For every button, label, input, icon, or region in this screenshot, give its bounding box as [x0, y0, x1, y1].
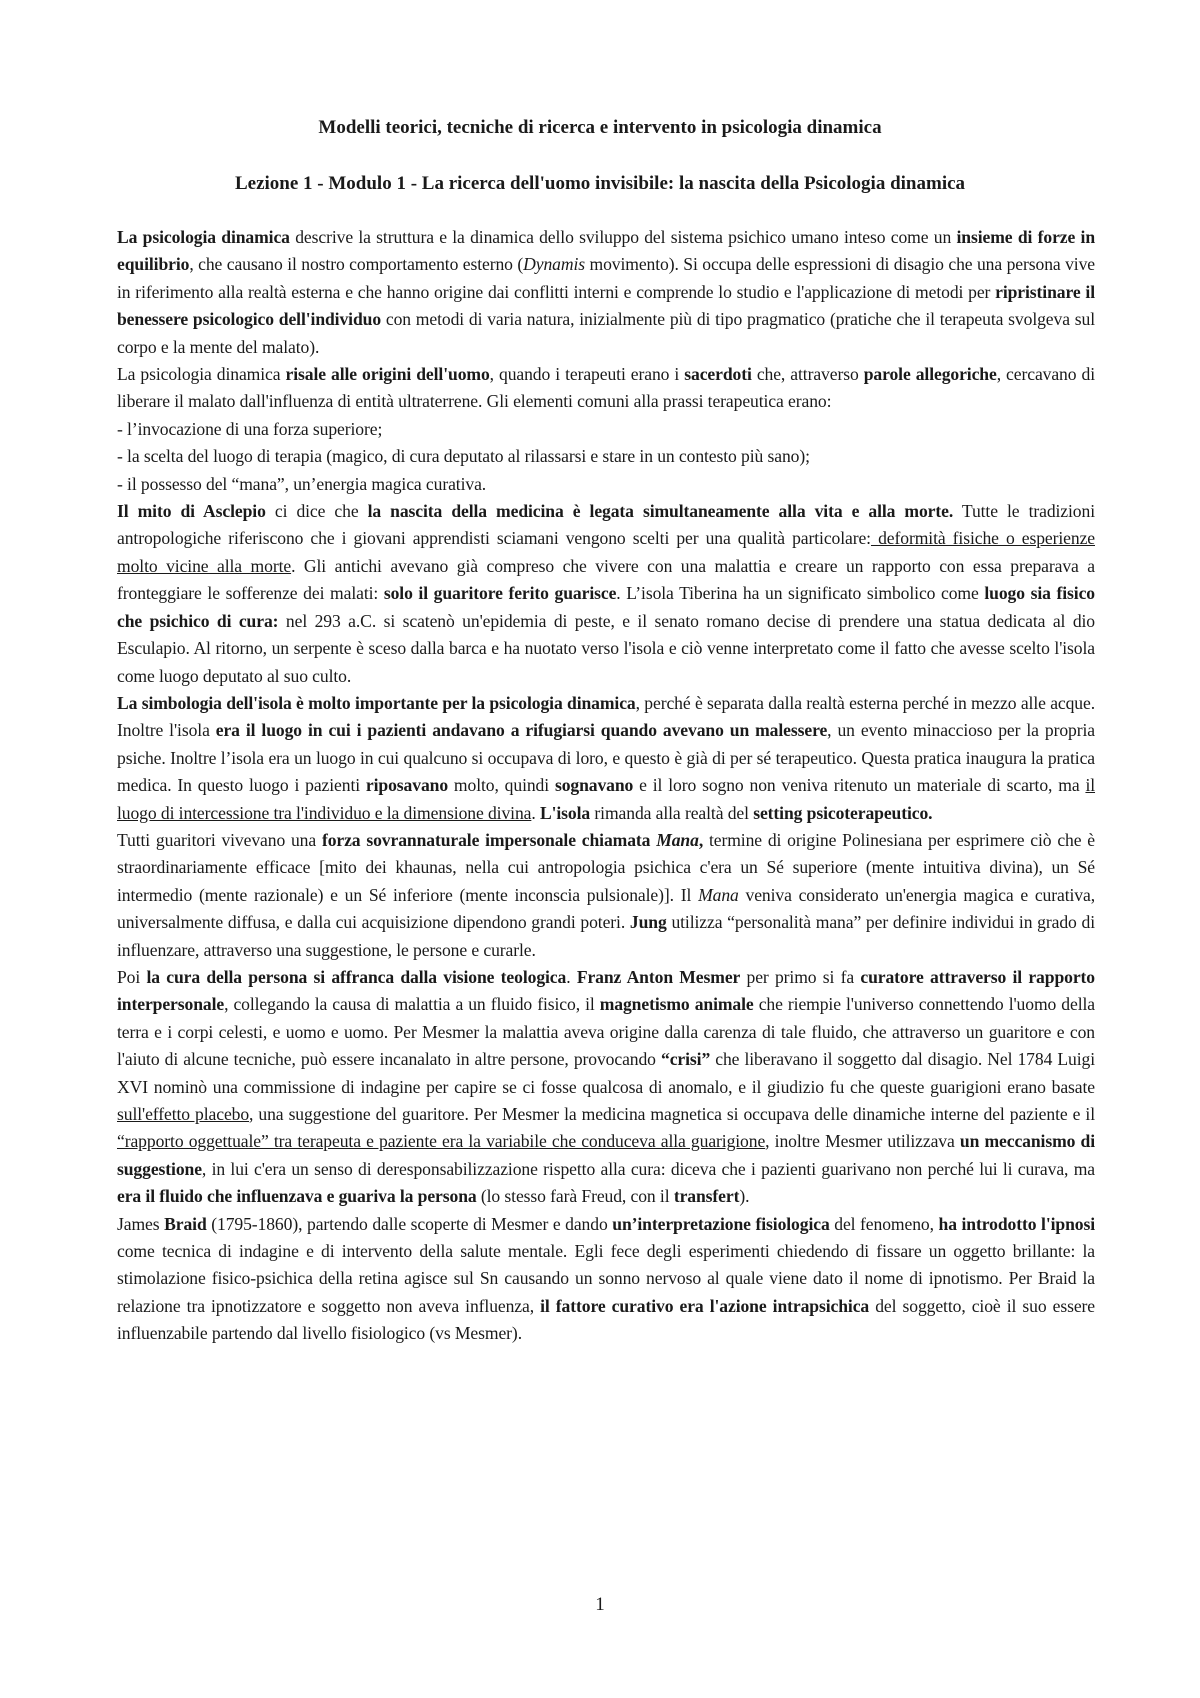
bold-text: ,	[698, 829, 704, 850]
bold-text: forza sovrannaturale impersonale chiamata	[321, 829, 657, 850]
text-run: termine di origine Polinesiana per esprimere ciò che è straordinariamente efficace [mito dei khaunas, nella cui antropologia psichica c'era un Sé superiore (mente intuitiva divina), un Sé intermedio (mente razionale) e un Sé inferiore (mente inconscia pulsionale)]. Il	[117, 829, 1095, 905]
underlined-text: deformità fisiche o esperienze molto vicine alla morte	[117, 528, 1095, 576]
lesson-subtitle: Lezione 1 - Modulo 1 - La ricerca dell'uomo invisibile: la nascita della Psicologia dinamica	[234, 173, 966, 194]
text-run: , una suggestione del guaritore. Per Mesmer la medicina magnetica si occupava delle dinamiche interne del paziente e il	[249, 1104, 1095, 1124]
body-paragraph	[117, 964, 1095, 1211]
text-run: ci dice che	[265, 501, 368, 522]
body-paragraph	[117, 498, 1095, 690]
body-paragraph	[117, 361, 1095, 416]
text-run: Poi	[117, 966, 147, 987]
bold-text: un’interpretazione fisiologica	[612, 1213, 830, 1234]
bold-text: parole allegoriche	[863, 364, 997, 385]
bold-text: la nascita della medicina è legata simultaneamente alla vita e alla morte.	[367, 501, 954, 522]
bold-text: magnetismo animale	[599, 994, 754, 1015]
text-run: - l’invocazione di una forza superiore;	[117, 418, 383, 439]
body-paragraph	[117, 1211, 1095, 1348]
text-run: , un evento minaccioso per la propria psiche. Inoltre l’isola era un luogo in cui qualcuno si occupava di loro, e questo è già di per sé terapeutico. Questa pratica inaugura la pratica medica. In questo luogo i pazienti	[117, 720, 1095, 796]
text-run: nel 293 a.C. si scatenò un'epidemia di peste, e il senato romano decise di prendere una statua dedicata al dio Esculapio. Al ritorno, un serpente è sceso dalla barca e ha nuotato verso l'isola e ciò venne interpretato come il fatto che avesse scelto l'isola come luogo deputato al suo culto.	[117, 610, 1095, 686]
body-paragraph	[117, 416, 1095, 443]
bold-text: luogo sia fisico che psichico di cura:	[117, 583, 1095, 631]
bold-text: sacerdoti	[684, 364, 752, 385]
bold-text: La simbologia dell'isola è molto importante per la psicologia dinamica	[117, 692, 636, 713]
text-run: del fenomeno,	[829, 1213, 939, 1234]
text-run: .	[566, 966, 577, 987]
bold-text: transfert	[673, 1186, 740, 1207]
text-run: per primo si fa	[740, 966, 861, 987]
text-run: Tutti guaritori vivevano una	[117, 829, 322, 850]
body-paragraph	[117, 690, 1095, 827]
text-run: del soggetto, cioè il suo essere influenzabile partendo dal livello fisiologico (vs Mesmer).	[117, 1295, 1096, 1344]
bold-text: Il mito di Asclepio	[117, 501, 266, 522]
underlined-text: “rapporto oggettuale” tra terapeuta e paziente era la variabile che conduceva alla guarigione	[117, 1131, 766, 1152]
page-number: 1	[595, 1594, 605, 1615]
text-run: James	[117, 1213, 165, 1234]
bold-text: La psicologia dinamica	[117, 227, 290, 247]
document-body	[117, 224, 1095, 1348]
text-run: utilizza “personalità mana” per definire individui in grado di influenzare, attraverso una suggestione, le persone e curarle.	[117, 912, 1095, 960]
text-run: , collegando la causa di malattia a un fluido fisico, il	[224, 994, 600, 1015]
text-run: (lo stesso farà Freud, con il	[476, 1186, 674, 1207]
bold-text: Jung	[629, 912, 667, 933]
body-paragraph	[117, 471, 1095, 498]
underlined-text: sull'effetto placebo	[117, 1104, 250, 1124]
italic-text: Mana	[698, 884, 739, 905]
text-run: . Gli antichi avevano già compreso che vivere con una malattia e creare un rapporto con essa preparava a fronteggiare le sofferenze dei malati:	[117, 555, 1095, 604]
text-run: , che causano il nostro comportamento esterno (	[189, 254, 524, 275]
text-run: movimento). Si occupa delle espressioni di disagio che una persona vive in riferimento alla realtà esterna e che hanno origine dai conflitti interni e comprende lo studio e l'applicazione di metodi per	[117, 254, 1095, 302]
text-run: Tutte le tradizioni antropologiche riferiscono che i giovani apprendisti sciamani vengono scelti per una qualità particolare:	[117, 501, 1095, 549]
bold-text: risale alle origini dell'uomo	[285, 364, 490, 385]
bold-text: setting psicoterapeutico.	[753, 802, 933, 823]
bold-text: riposavano	[365, 775, 449, 796]
bold-text: un meccanismo di suggestione	[117, 1131, 1096, 1179]
bold-text: “crisi”	[661, 1049, 711, 1070]
bold-text: ha introdotto l'ipnosi	[938, 1213, 1095, 1234]
bold-text: L'isola	[539, 802, 591, 823]
text-run: , cercavano di liberare il malato dall'influenza di entità ultraterrene. Gli elementi comuni alla prassi terapeutica erano:	[117, 364, 1095, 412]
text-run: che, attraverso	[751, 364, 864, 385]
text-run: , inoltre Mesmer utilizzava	[765, 1131, 960, 1152]
text-run: veniva considerato un'energia magica e curativa, universalmente diffusa, e dalla cui acquisizione dipendono grandi poteri.	[117, 884, 1095, 933]
bold-text: sognavano	[554, 775, 634, 796]
text-run: , perché è separata dalla realtà esterna perché in mezzo alle acque. Inoltre l'isola	[117, 692, 1096, 741]
bold-text: ripristinare il benessere psicologico dell'individuo	[117, 281, 1095, 330]
text-run: che riempie l'universo connettendo l'uomo della terra e i corpi celesti, e uomo e uomo. Per Mesmer la malattia aveva origine dalla carenza di tale fluido, che attraverso un guaritore e con l'aiuto di alcune tecniche, può essere incanalato in altre persone, provocando	[117, 994, 1095, 1070]
text-run: (1795-1860), partendo dalle scoperte di Mesmer e dando	[206, 1213, 613, 1234]
text-run: che liberavano il soggetto dal disagio. Nel 1784 Luigi XVI nominò una commissione di indagine per capire se ci fosse qualcosa di anomalo, e il giudizio fu che queste guarigioni erano basate	[117, 1049, 1095, 1097]
body-paragraph	[117, 224, 1095, 361]
body-paragraph	[117, 827, 1095, 964]
bold-text: insieme di forze in equilibrio	[117, 227, 1096, 275]
body-paragraph	[117, 443, 1095, 470]
bold-text: Franz Anton Mesmer	[576, 966, 741, 987]
text-run: . L’isola Tiberina ha un significato simbolico come	[616, 583, 985, 604]
bold-text: il fattore curativo era l'azione intrapsichica	[540, 1295, 870, 1316]
underlined-text: il luogo di intercessione tra l'individuo e la dimensione divina	[117, 775, 1096, 823]
bold-text: era il luogo in cui i pazienti andavano a rifugiarsi quando avevano un malessere	[215, 720, 828, 741]
text-run: come tecnica di indagine e di intervento della salute mentale. Egli fece degli esperimenti chiedendo di fissare un oggetto brillante: la stimolazione fisico-psichica della retina agisce sul Sn causando un sonno nervoso al quale viene dato il nome di ipnotismo. Per Braid la relazione tra ipnotizzatore e soggetto non aveva influenza,	[117, 1241, 1095, 1316]
bold-text: era il fluido che influenzava e guariva la persona	[117, 1186, 477, 1207]
italic-text: Dynamis	[523, 254, 585, 275]
bold-text: Braid	[164, 1213, 207, 1234]
text-run: e il loro sogno non veniva ritenuto un materiale di scarto, ma	[633, 775, 1086, 796]
text-run: descrive la struttura e la dinamica dello sviluppo del sistema psichico umano inteso come un	[289, 227, 957, 247]
bold-text: la cura della persona si affranca dalla visione teologica	[146, 966, 567, 987]
text-run: con metodi di varia natura, inizialmente più di tipo pragmatico (pratiche che il terapeuta svolgeva sul corpo e la mente del malato).	[117, 309, 1095, 357]
text-run: , quando i terapeuti erano i	[489, 364, 685, 385]
bold-text: solo il guaritore ferito guarisce	[383, 583, 617, 604]
text-run: molto, quindi	[448, 775, 555, 796]
bold-text: curatore attraverso il rapporto interpersonale	[117, 966, 1095, 1015]
text-run: - il possesso del “mana”, un’energia magica curativa.	[117, 473, 487, 494]
text-run: La psicologia dinamica	[117, 364, 286, 385]
text-run: , in lui c'era un senso di deresponsabilizzazione rispetto alla cura: diceva che i pazienti guarivano non perché lui li curava, ma	[201, 1158, 1095, 1179]
text-run: .	[531, 802, 540, 823]
text-run: - la scelta del luogo di terapia (magico, di cura deputato al rilassarsi e stare in un contesto più sano);	[117, 446, 810, 467]
bold-text: Mana	[656, 829, 699, 850]
document-title: Modelli teorici, tecniche di ricerca e intervento in psicologia dinamica	[318, 117, 882, 138]
text-run: rimanda alla realtà del	[590, 802, 754, 823]
text-run: ).	[739, 1186, 750, 1207]
